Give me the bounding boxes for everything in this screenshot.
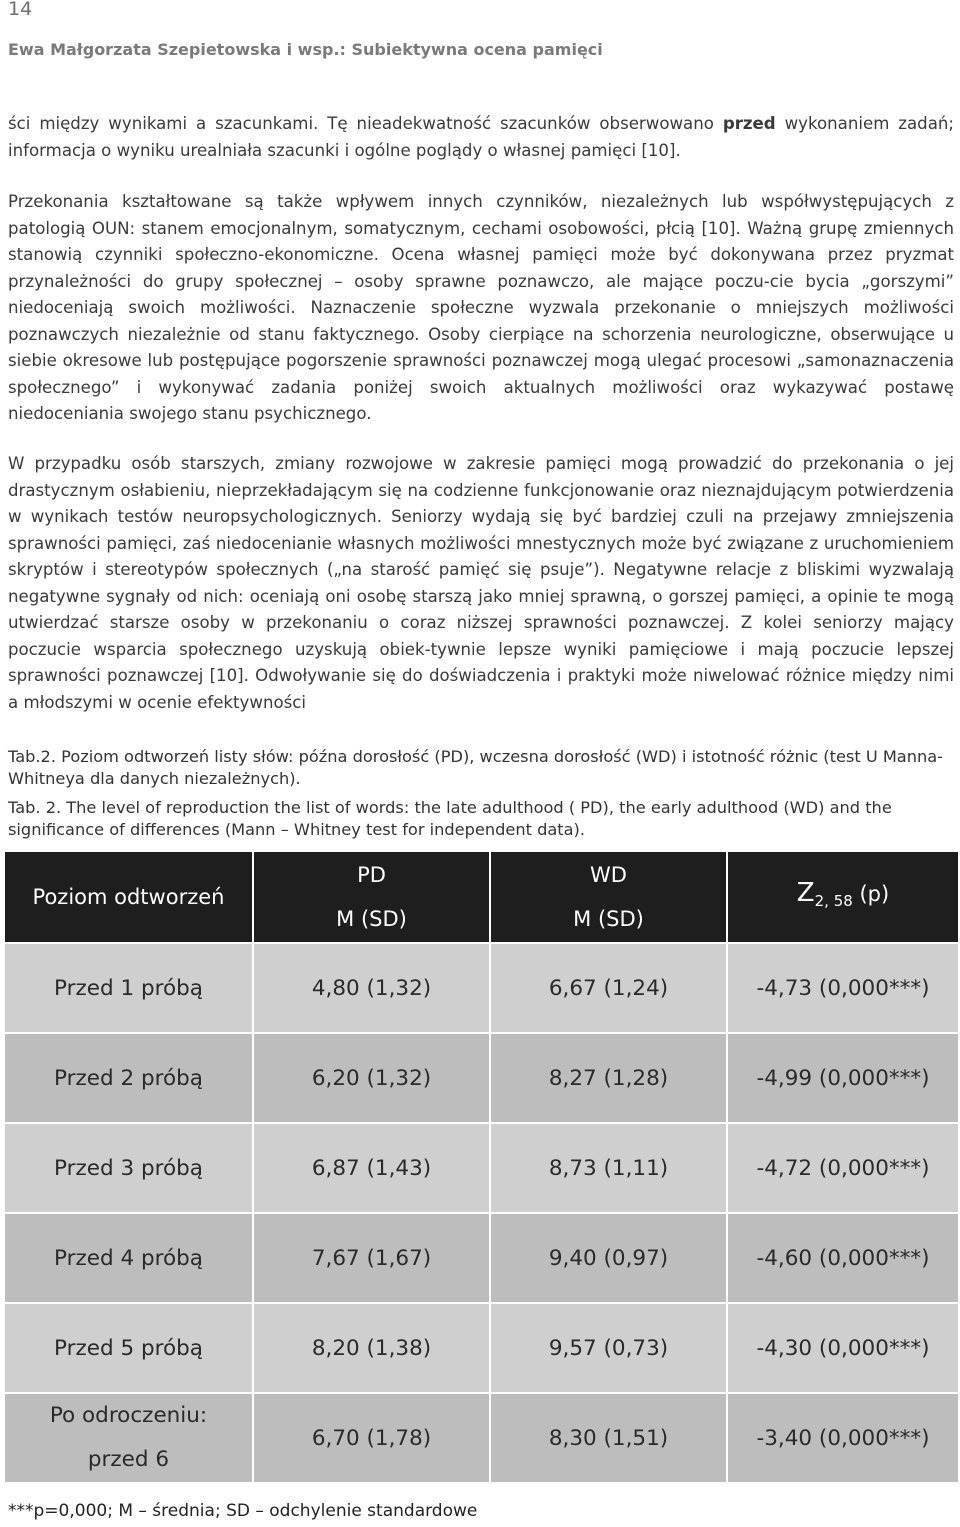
row-wd: 8,27 (1,28) — [490, 1033, 727, 1123]
header-level: Poziom odtworzeń — [5, 852, 253, 943]
page-number: 14 — [8, 0, 33, 20]
row-label-line1: Po odroczeniu: — [49, 1403, 208, 1428]
row-label: Przed 3 próbą — [5, 1123, 253, 1213]
table-row — [5, 943, 959, 1033]
row-z: -4,60 (0,000***) — [727, 1213, 959, 1303]
paragraph-1 — [8, 111, 954, 164]
row-label-line2: przed 6 — [87, 1447, 170, 1472]
table-header-row — [5, 852, 959, 943]
paragraph-2 — [8, 189, 954, 428]
row-pd: 6,20 (1,32) — [253, 1033, 490, 1123]
paragraph-1-lead: ści między wynikami a szacunkami. Tę nieadekwatność szacunków obserwowano — [8, 114, 723, 133]
header-pd-line1: PD — [357, 863, 386, 887]
header-wd-line2: M (SD) — [573, 907, 644, 931]
table-row — [5, 1393, 959, 1483]
row-wd: 8,30 (1,51) — [490, 1393, 727, 1483]
row-pd: 6,70 (1,78) — [253, 1393, 490, 1483]
row-label: Przed 4 próbą — [5, 1213, 253, 1303]
row-z: -4,72 (0,000***) — [727, 1123, 959, 1213]
row-pd: 4,80 (1,32) — [253, 943, 490, 1033]
table-row — [5, 1213, 959, 1303]
header-z-main: Z — [796, 878, 815, 908]
running-head: Ewa Małgorzata Szepietowska i wsp.: Subiektywna ocena pamięci — [8, 40, 603, 59]
row-pd: 8,20 (1,38) — [253, 1303, 490, 1393]
row-label: Przed 1 próbą — [5, 943, 253, 1033]
row-wd: 6,67 (1,24) — [490, 943, 727, 1033]
row-z: -4,30 (0,000***) — [727, 1303, 959, 1393]
table-footnote: ***p=0,000; M – średnia; SD – odchylenie standardowe — [8, 1501, 478, 1521]
header-z-p: (p) — [852, 882, 890, 906]
paragraph-2-text: Przekonania kształtowane są także wpływem innych czynników, niezależnych lub współwystępujących z patologią OUN: stanem emocjonalnym, somatycznym, cechami osobowości, płcią [10]. Ważną grupę zmiennych stanowią czynniki społeczno-ekonomiczne. Ocena własnej pamięci może być dokonywana przez pryzmat przynależności do grupy społecznej – osoby sprawne poznawczo, ale mające poczu-cie bycia „gorszymi” niedoceniają swoich możliwości. Naznaczenie społeczne wyzwala przekonanie o mniejszych możliwości poznawczych niezależnie od stanu faktycznego. Osoby cierpiące na schorzenia neurologiczne, obserwujące u siebie okresowe lub postępujące pogorszenie sprawności poznawczej mogą ulegać procesowi „samonaznaczenia społecznego” i wykonywać zadania poniżej swoich aktualnych możliwości oraz wykazywać postawę niedoceniania swojego stanu psychicznego. — [8, 192, 954, 423]
row-label — [5, 1393, 253, 1483]
row-z: -4,99 (0,000***) — [727, 1033, 959, 1123]
row-pd: 7,67 (1,67) — [253, 1213, 490, 1303]
row-z: -3,40 (0,000***) — [727, 1393, 959, 1483]
header-z-sub: 2, 58 — [814, 892, 853, 910]
table-caption-english: Tab. 2. The level of reproduction the list of words: the late adulthood ( PD), the early adulthood (WD) and the significance of differences (Mann – Whitney test for independent data). — [8, 798, 892, 839]
results-table — [5, 852, 960, 1484]
table-row — [5, 1303, 959, 1393]
row-pd: 6,87 (1,43) — [253, 1123, 490, 1213]
header-wd-line1: WD — [590, 863, 627, 887]
row-z: -4,73 (0,000***) — [727, 943, 959, 1033]
paragraph-3 — [8, 451, 954, 716]
row-wd: 8,73 (1,11) — [490, 1123, 727, 1213]
row-wd: 9,57 (0,73) — [490, 1303, 727, 1393]
row-wd: 9,40 (0,97) — [490, 1213, 727, 1303]
header-z — [727, 852, 959, 943]
table-row — [5, 1033, 959, 1123]
paragraph-1-bold: przed — [722, 114, 776, 133]
row-label: Przed 2 próbą — [5, 1033, 253, 1123]
table-caption-polish: Tab.2. Poziom odtworzeń listy słów: późna dorosłość (PD), wczesna dorosłość (WD) i istotność różnic (test U Manna-Whitneya dla danych niezależnych). — [8, 747, 943, 788]
table-row — [5, 1123, 959, 1213]
paragraph-1-tail: wykonaniem zadań; informacja o wyniku urealniała szacunki i ogólne poglądy o własnej pamięci [10]. — [8, 114, 954, 160]
row-label: Przed 5 próbą — [5, 1303, 253, 1393]
header-pd — [253, 852, 490, 943]
paragraph-3-text: W przypadku osób starszych, zmiany rozwojowe w zakresie pamięci mogą prowadzić do przekonania o jej drastycznym osłabieniu, nieprzekładającym się na codzienne funkcjonowanie oraz nieznajdującym potwierdzenia w wynikach testów neuropsychologicznych. Seniorzy wydają się być bardziej czuli na przejawy zmniejszenia sprawności pamięci, zaś niedocenianie własnych możliwości mnestycznych może być związane z uruchomieniem skryptów i stereotypów społecznych („na starość pamięć się psuje”). Negatywne relacje z bliskimi wyzwalają negatywne sygnały od nich: oceniają oni osobę starszą jako mniej sprawną, o gorszej pamięci, a opinie te mogą utwierdzać starsze osoby w przekonaniu o coraz niższej sprawności poznawczej. Z kolei seniorzy mający poczucie wsparcia społecznego uzyskują obiek-tywnie lepsze wyniki pamięciowe i mają poczucie lepszej sprawności poznawczej [10]. Odwoływanie się do doświadczenia i praktyki może niwelować różnice między nimi a młodszymi w ocenie efektywności — [8, 454, 954, 712]
header-pd-line2: M (SD) — [336, 907, 407, 931]
header-wd — [490, 852, 727, 943]
